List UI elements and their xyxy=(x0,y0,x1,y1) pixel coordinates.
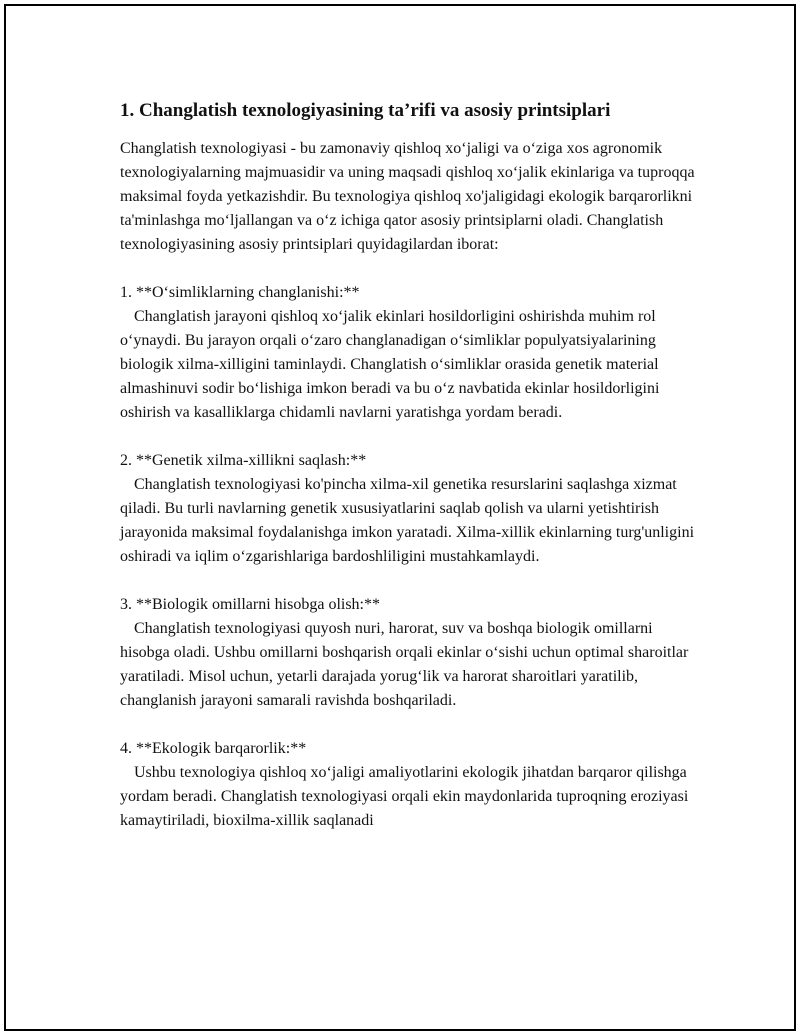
principle-body: Changlatish texnologiyasi ko'pincha xilma-xil genetika resurslarini saqlashga xizmat qiladi. Bu turli navlarning genetik xususiyatlarini saqlab qolish va ularni yetishtirish jarayonida maksimal foydalanishga imkon yaratadi. Xilma-xillik ekinlarning turg'unligini oshiradi va iqlim o‘zgarishlariga bardoshliligini mustahkamlaydi. xyxy=(120,476,695,565)
section-heading: 1. Changlatish texnologiyasining ta’rifi va asosiy printsiplari xyxy=(120,100,611,121)
principle-section-3 xyxy=(120,593,700,713)
principle-title: 3. **Biologik omillarni hisobga olish:** xyxy=(120,596,380,613)
principle-title: 4. **Ekologik barqarorlik:** xyxy=(120,740,307,757)
principle-section-1 xyxy=(120,281,700,425)
principle-body: Ushbu texnologiya qishloq xo‘jaligi amaliyotlarini ekologik jihatdan barqaror qilishga yordam beradi. Changlatish texnologiyasi orqali ekin maydonlarida tuproqning eroziyasi kamaytiriladi, bioxilma-xillik saqlanadi xyxy=(120,764,689,829)
principle-body: Changlatish jarayoni qishloq xo‘jalik ekinlari hosildorligini oshirishda muhim rol o‘ynaydi. Bu jarayon orqali o‘zaro changlanadigan o‘simliklar populyatsiyalarining biologik xilma-xilligini taminlaydi. Changlatish o‘simliklar orasida genetik material almashinuvi sodir bo‘lishiga imkon beradi va bu o‘z navbatida ekinlar hosildorligini oshirish va kasalliklarga chidamli navlarni yaratishga yordam beradi. xyxy=(120,308,660,421)
intro-paragraph: Changlatish texnologiyasi - bu zamonaviy qishloq xo‘jaligi va o‘ziga xos agronomik texnologiyalarning majmuasidir va uning maqsadi qishloq xo‘jalik ekinlariga va tuproqqa maksimal foyda yetkazishdir. Bu texnologiya qishloq xo'jaligidagi ekologik barqarorlikni ta'minlashga mo‘ljallangan va o‘z ichiga qator asosiy printsiplarni oladi. Changlatish texnologiyasining asosiy printsiplari quyidagilardan iborat: xyxy=(120,140,695,253)
principle-title: 1. **O‘simliklarning changlanishi:** xyxy=(120,284,360,301)
document-content xyxy=(120,99,700,833)
principle-section-2 xyxy=(120,449,700,569)
principle-body: Changlatish texnologiyasi quyosh nuri, harorat, suv va boshqa biologik omillarni hisobga oladi. Ushbu omillarni boshqarish orqali ekinlar o‘sishi uchun optimal sharoitlar yaratiladi. Misol uchun, yetarli darajada yorug‘lik va harorat sharoitlari yaratilib, changlanish jarayoni samarali ravishda boshqariladi. xyxy=(120,620,689,709)
principle-title: 2. **Genetik xilma-xillikni saqlash:** xyxy=(120,452,367,469)
page-frame xyxy=(4,4,796,1031)
principle-section-4 xyxy=(120,737,700,833)
